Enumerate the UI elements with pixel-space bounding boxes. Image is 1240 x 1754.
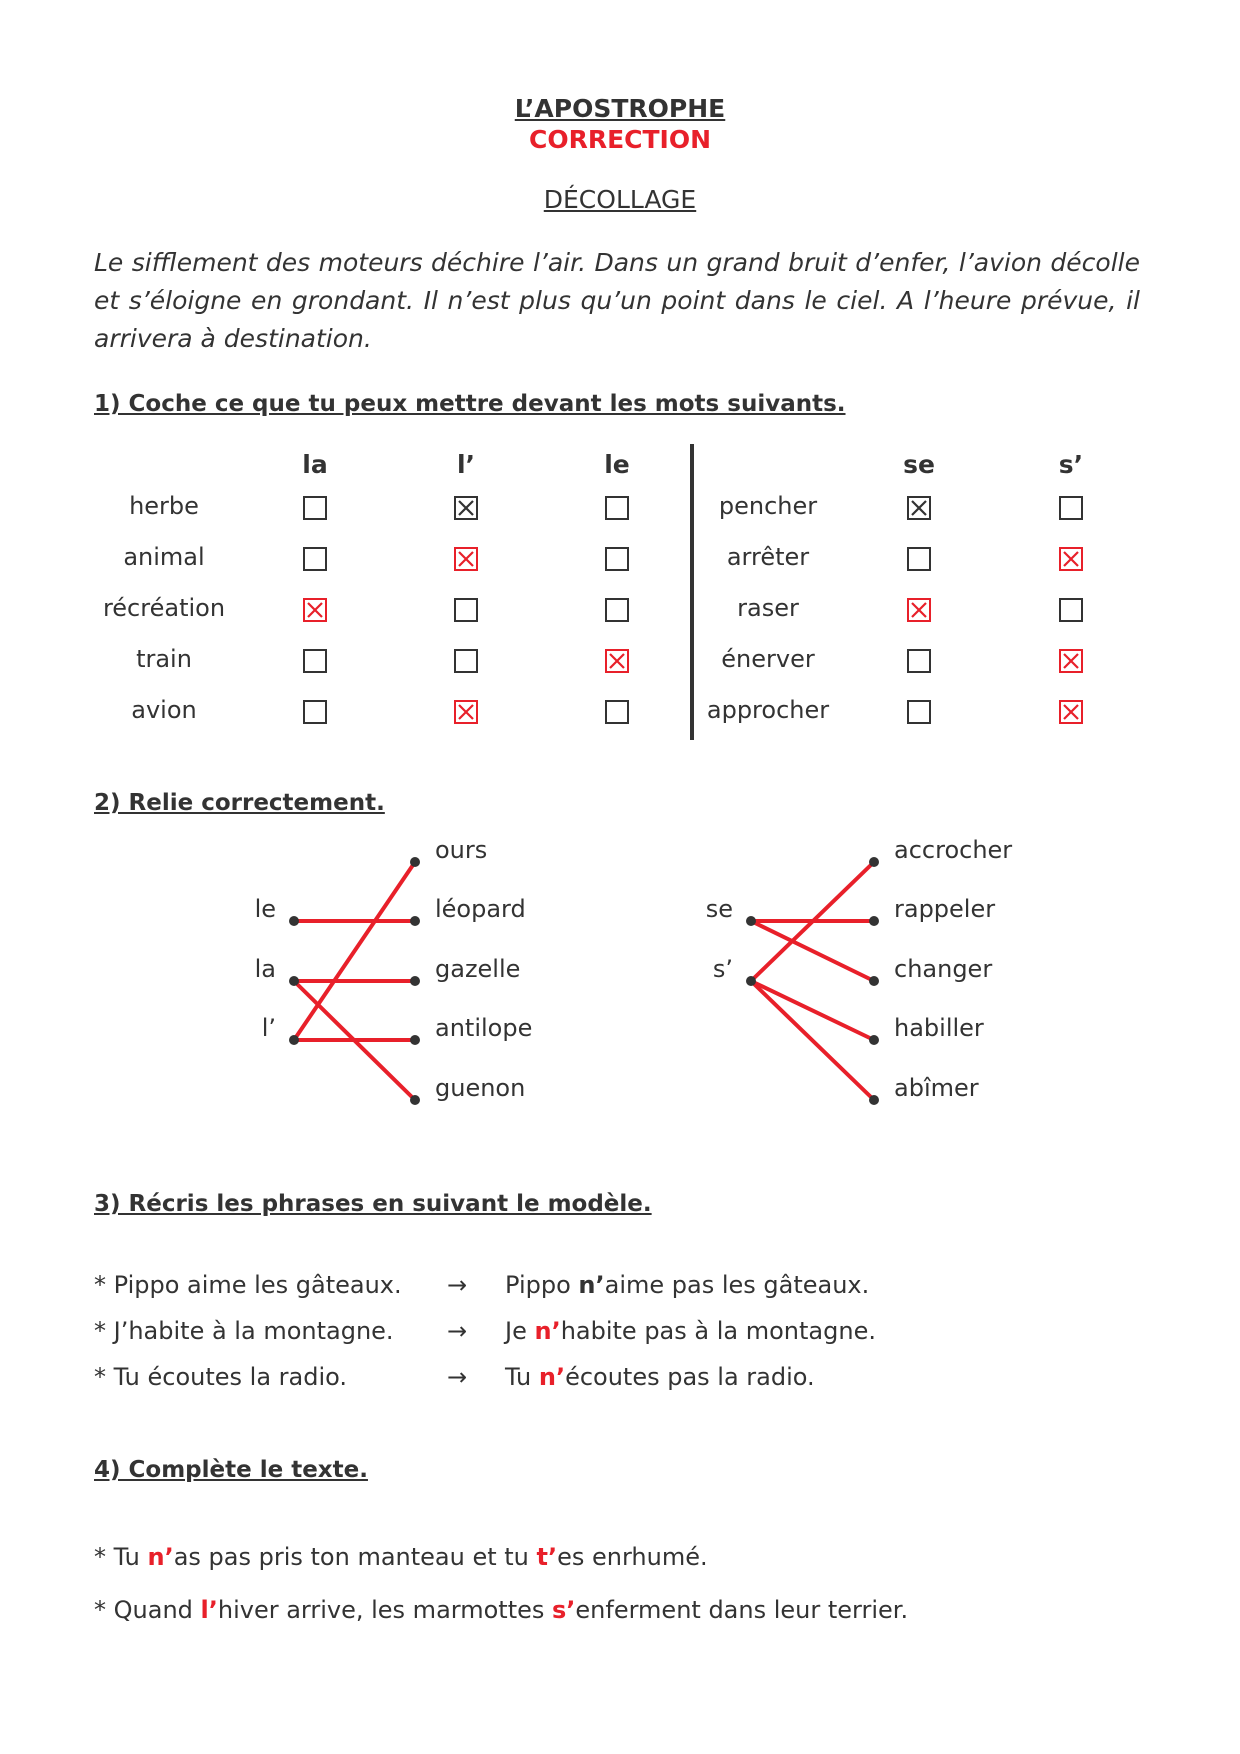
checkbox[interactable] xyxy=(605,547,629,571)
left-target-dot-1 xyxy=(410,916,420,926)
correction-label: CORRECTION xyxy=(528,125,712,154)
left-header-2: le xyxy=(604,450,630,479)
checked-checkbox[interactable] xyxy=(454,496,478,520)
word-left-1: animal xyxy=(123,543,205,571)
right-target-label-1: rappeler xyxy=(894,895,996,923)
left-source-dot-1 xyxy=(289,976,299,986)
section-title: DÉCOLLAGE xyxy=(543,185,697,214)
right-target-dot-1 xyxy=(869,916,879,926)
checkbox[interactable] xyxy=(303,700,327,724)
left-target-dot-3 xyxy=(410,1035,420,1045)
right-header-0: se xyxy=(903,450,935,479)
right-source-dot-1 xyxy=(746,976,756,986)
arrow-2: → xyxy=(447,1363,468,1391)
checkbox[interactable] xyxy=(303,496,327,520)
left-header-1: l’ xyxy=(456,450,476,479)
right-source-label-1: s’ xyxy=(712,955,733,983)
page-title: L’APOSTROPHE xyxy=(514,94,726,123)
checked-checkbox[interactable] xyxy=(1059,547,1083,571)
word-left-2: récréation xyxy=(102,594,226,622)
source-sentence-0: * Pippo aime les gâteaux. xyxy=(94,1271,402,1299)
word-left-3: train xyxy=(136,645,192,673)
exercise-3-title: 3) Récris les phrases en suivant le modèle. xyxy=(94,1191,652,1217)
source-sentence-1: * J’habite à la montagne. xyxy=(94,1317,394,1345)
left-target-label-2: gazelle xyxy=(435,955,521,983)
checked-checkbox[interactable] xyxy=(1059,649,1083,673)
checked-checkbox[interactable] xyxy=(1059,700,1083,724)
left-target-label-1: léopard xyxy=(435,895,526,923)
right-target-dot-3 xyxy=(869,1035,879,1045)
word-right-0: pencher xyxy=(718,492,818,520)
right-header-1: s’ xyxy=(1058,450,1084,479)
exercise-2-title: 2) Relie correctement. xyxy=(94,790,385,816)
checked-checkbox[interactable] xyxy=(907,598,931,622)
left-target-label-3: antilope xyxy=(435,1014,533,1042)
right-link-3 xyxy=(751,981,874,1040)
right-link-4 xyxy=(751,981,874,1100)
word-right-2: raser xyxy=(737,594,799,622)
matching-diagram xyxy=(0,820,1240,1140)
checkbox[interactable] xyxy=(605,496,629,520)
word-left-0: herbe xyxy=(129,492,199,520)
exercise-1-title: 1) Coche ce que tu peux mettre devant les mots suivants. xyxy=(94,391,846,417)
complete-line-1: * Tu n’as pas pris ton manteau et tu t’es enrhumé. xyxy=(94,1543,708,1571)
left-link-3 xyxy=(294,862,415,1040)
left-target-label-4: guenon xyxy=(435,1074,526,1102)
left-target-dot-0 xyxy=(410,857,420,867)
checkbox[interactable] xyxy=(605,598,629,622)
source-sentence-2: * Tu écoutes la radio. xyxy=(94,1363,348,1391)
right-link-1 xyxy=(751,921,874,981)
arrow-1: → xyxy=(447,1317,468,1345)
word-right-4: approcher xyxy=(706,696,830,724)
exercise-4-title: 4) Complète le texte. xyxy=(94,1457,368,1483)
checkbox[interactable] xyxy=(907,547,931,571)
right-target-label-0: accrocher xyxy=(894,836,1013,864)
checkbox[interactable] xyxy=(907,700,931,724)
rewritten-sentence-2: Tu n’écoutes pas la radio. xyxy=(505,1363,815,1391)
checked-checkbox[interactable] xyxy=(454,547,478,571)
right-target-label-2: changer xyxy=(894,955,993,983)
checkbox[interactable] xyxy=(907,649,931,673)
right-target-dot-0 xyxy=(869,857,879,867)
word-right-1: arrêter xyxy=(726,543,810,571)
left-target-label-0: ours xyxy=(435,836,488,864)
checkbox[interactable] xyxy=(454,649,478,673)
right-target-dot-2 xyxy=(869,976,879,986)
checked-checkbox[interactable] xyxy=(303,598,327,622)
left-header-0: la xyxy=(302,450,328,479)
right-source-dot-0 xyxy=(746,916,756,926)
left-source-dot-0 xyxy=(289,916,299,926)
complete-line-2: * Quand l’hiver arrive, les marmottes s’enferment dans leur terrier. xyxy=(94,1596,909,1624)
checked-checkbox[interactable] xyxy=(605,649,629,673)
checkbox[interactable] xyxy=(1059,598,1083,622)
checkbox[interactable] xyxy=(454,598,478,622)
arrow-0: → xyxy=(447,1271,468,1299)
checked-checkbox[interactable] xyxy=(907,496,931,520)
left-source-label-2: l’ xyxy=(261,1014,276,1042)
left-target-dot-4 xyxy=(410,1095,420,1105)
right-source-label-0: se xyxy=(705,895,733,923)
left-source-label-1: la xyxy=(254,955,276,983)
right-target-label-4: abîmer xyxy=(894,1074,979,1102)
word-right-3: énerver xyxy=(721,645,815,673)
checkbox[interactable] xyxy=(303,547,327,571)
left-target-dot-2 xyxy=(410,976,420,986)
right-target-dot-4 xyxy=(869,1095,879,1105)
rewritten-sentence-0: Pippo n’aime pas les gâteaux. xyxy=(505,1271,870,1299)
left-source-dot-2 xyxy=(289,1035,299,1045)
rewritten-sentence-1: Je n’habite pas à la montagne. xyxy=(505,1317,876,1345)
checkbox[interactable] xyxy=(303,649,327,673)
intro-paragraph: Le sifflement des moteurs déchire l’air. Dans un grand bruit d’enfer, l’avion décolle et s’éloigne en grondant. Il n’est plus qu’un point dans le ciel. A l’heure prévue, il arrivera à destination. xyxy=(94,248,1140,353)
left-source-label-0: le xyxy=(254,895,276,923)
right-target-label-3: habiller xyxy=(894,1014,984,1042)
checkbox[interactable] xyxy=(605,700,629,724)
checkbox[interactable] xyxy=(1059,496,1083,520)
word-left-4: avion xyxy=(131,696,197,724)
checked-checkbox[interactable] xyxy=(454,700,478,724)
table-divider xyxy=(690,444,694,740)
